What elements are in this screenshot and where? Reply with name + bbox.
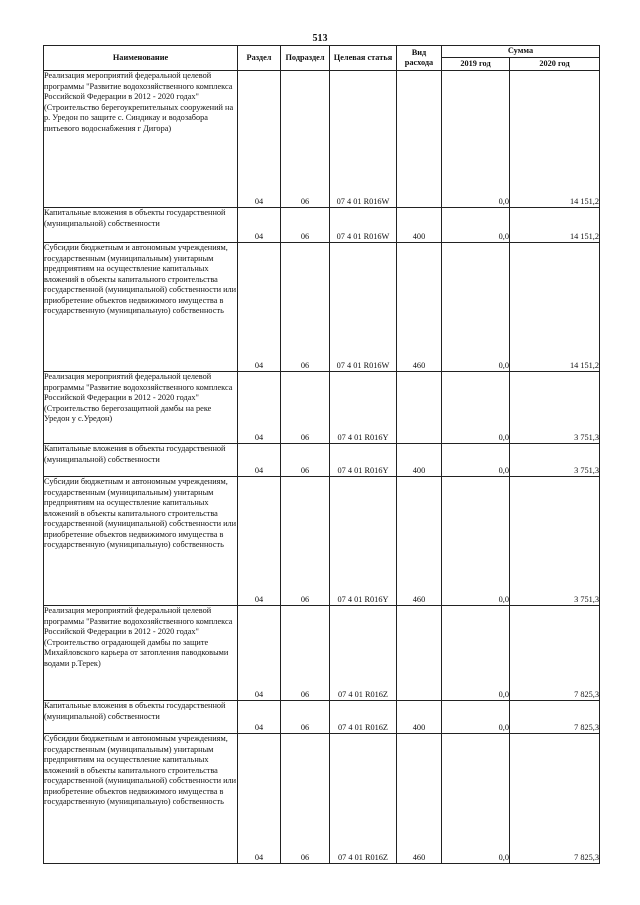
row-expense-type: 460 xyxy=(397,243,442,372)
row-name: Субсидии бюджетным и автономным учреждениям, государственным (муниципальным) унитарным предприятиям на осуществление капитальных вложений в объекты капитального строительства государственной (муниципальной) собственности или приобретение объектов недвижимого имущества в государственную (муниципальную) собственность xyxy=(44,734,238,864)
header-year-2020: 2020 год xyxy=(510,57,600,70)
row-expense-type xyxy=(397,606,442,701)
header-sum: Сумма xyxy=(442,46,600,58)
row-section: 04 xyxy=(238,444,281,477)
row-subsection: 06 xyxy=(281,701,330,734)
row-expense-type: 400 xyxy=(397,444,442,477)
row-sum-2019: 0,0 xyxy=(442,477,510,606)
row-sum-2020: 7 825,3 xyxy=(510,606,600,701)
header-name: Наименование xyxy=(44,46,238,71)
row-sum-2020: 14 151,2 xyxy=(510,243,600,372)
row-sum-2020: 7 825,3 xyxy=(510,701,600,734)
row-target: 07 4 01 R016Z xyxy=(330,701,397,734)
row-name: Реализация мероприятий федеральной целевой программы "Развитие водохозяйственного комплекса Российской Федерации в 2012 - 2020 годах" (Строительство берегоукрепительных сооружений на р. Уредон по защите с. Синдикау и водозабора питьевого водоснабжения г Дигора) xyxy=(44,71,238,208)
table-row xyxy=(44,372,600,444)
row-expense-type: 400 xyxy=(397,701,442,734)
row-target: 07 4 01 R016W xyxy=(330,208,397,243)
header-section: Раздел xyxy=(238,46,281,71)
row-sum-2019: 0,0 xyxy=(442,71,510,208)
table-row xyxy=(44,606,600,701)
row-target: 07 4 01 R016Z xyxy=(330,734,397,864)
row-expense-type: 460 xyxy=(397,734,442,864)
row-subsection: 06 xyxy=(281,71,330,208)
row-expense-type xyxy=(397,372,442,444)
row-subsection: 06 xyxy=(281,734,330,864)
row-subsection: 06 xyxy=(281,208,330,243)
table-row xyxy=(44,477,600,606)
row-expense-type xyxy=(397,71,442,208)
row-sum-2020: 7 825,3 xyxy=(510,734,600,864)
table-row xyxy=(44,208,600,243)
row-subsection: 06 xyxy=(281,477,330,606)
row-target: 07 4 01 R016Y xyxy=(330,444,397,477)
header-year-2019: 2019 год xyxy=(442,57,510,70)
row-name: Реализация мероприятий федеральной целевой программы "Развитие водохозяйственного комплекса Российской Федерации в 2012 - 2020 годах" (Строительство оградающей дамбы по защите Михайловского карьера от затопления паводковыми водами р.Терек) xyxy=(44,606,238,701)
page-number: 513 xyxy=(312,33,328,44)
row-name: Субсидии бюджетным и автономным учреждениям, государственным (муниципальным) унитарным предприятиям на осуществление капитальных вложений в объекты капитального строительства государственной (муниципальной) собственности или приобретение объектов недвижимого имущества в государственную (муниципальную) собственность xyxy=(44,477,238,606)
row-sum-2020: 3 751,3 xyxy=(510,372,600,444)
row-sum-2019: 0,0 xyxy=(442,243,510,372)
table-row xyxy=(44,734,600,864)
row-section: 04 xyxy=(238,372,281,444)
row-sum-2019: 0,0 xyxy=(442,701,510,734)
row-name: Капитальные вложения в объекты государственной (муниципальной) собственности xyxy=(44,701,238,734)
row-name: Реализация мероприятий федеральной целевой программы "Развитие водохозяйственного комплекса Российской Федерации в 2012 - 2020 годах" (Строительство берегозащитной дамбы на реке Уредон у с.Уредон) xyxy=(44,372,238,444)
row-sum-2020: 14 151,2 xyxy=(510,71,600,208)
row-sum-2019: 0,0 xyxy=(442,208,510,243)
row-target: 07 4 01 R016Y xyxy=(330,372,397,444)
row-sum-2019: 0,0 xyxy=(442,734,510,864)
row-name: Капитальные вложения в объекты государственной (муниципальной) собственности xyxy=(44,208,238,243)
budget-table xyxy=(43,45,600,864)
row-sum-2020: 3 751,3 xyxy=(510,444,600,477)
row-target: 07 4 01 R016W xyxy=(330,243,397,372)
table-row xyxy=(44,444,600,477)
row-name: Капитальные вложения в объекты государственной (муниципальной) собственности xyxy=(44,444,238,477)
row-section: 04 xyxy=(238,701,281,734)
row-name: Субсидии бюджетным и автономным учреждениям, государственным (муниципальным) унитарным предприятиям на осуществление капитальных вложений в объекты капитального строительства государственной (муниципальной) собственности или приобретение объектов недвижимого имущества в государственную (муниципальную) собственность xyxy=(44,243,238,372)
row-section: 04 xyxy=(238,208,281,243)
row-target: 07 4 01 R016W xyxy=(330,71,397,208)
table-body xyxy=(44,71,600,864)
header-subsection: Подраздел xyxy=(281,46,330,71)
row-expense-type: 460 xyxy=(397,477,442,606)
row-expense-type: 400 xyxy=(397,208,442,243)
row-sum-2019: 0,0 xyxy=(442,606,510,701)
row-section: 04 xyxy=(238,243,281,372)
table-row xyxy=(44,701,600,734)
table-row xyxy=(44,71,600,208)
row-subsection: 06 xyxy=(281,243,330,372)
row-section: 04 xyxy=(238,606,281,701)
header-expense-type: Вид расхода xyxy=(397,46,442,71)
row-sum-2019: 0,0 xyxy=(442,444,510,477)
row-section: 04 xyxy=(238,71,281,208)
table-row xyxy=(44,243,600,372)
row-section: 04 xyxy=(238,734,281,864)
row-sum-2020: 3 751,3 xyxy=(510,477,600,606)
row-sum-2020: 14 151,2 xyxy=(510,208,600,243)
row-sum-2019: 0,0 xyxy=(442,372,510,444)
row-subsection: 06 xyxy=(281,606,330,701)
row-section: 04 xyxy=(238,477,281,606)
row-subsection: 06 xyxy=(281,372,330,444)
row-target: 07 4 01 R016Y xyxy=(330,477,397,606)
row-target: 07 4 01 R016Z xyxy=(330,606,397,701)
table-header xyxy=(44,46,600,71)
header-target: Целевая статья xyxy=(330,46,397,71)
row-subsection: 06 xyxy=(281,444,330,477)
